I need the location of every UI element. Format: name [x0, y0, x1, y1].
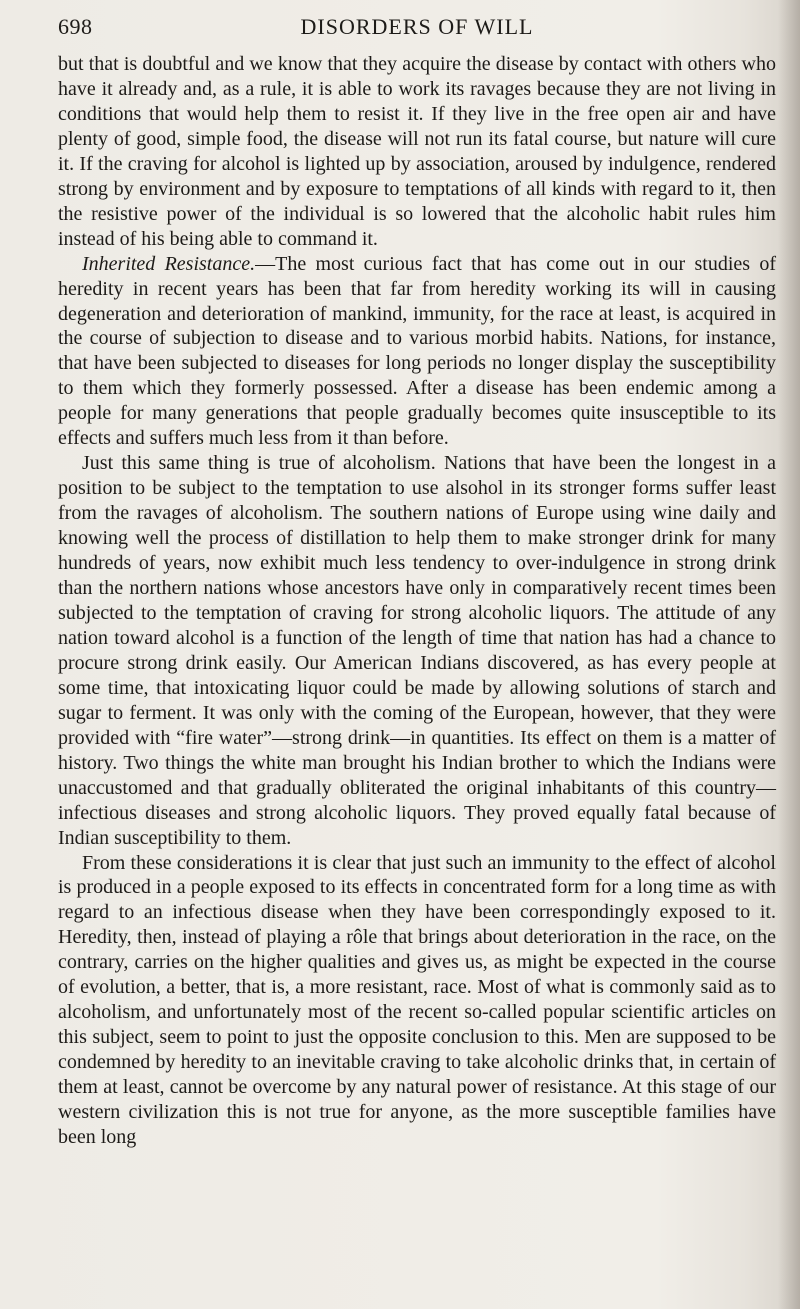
page-body — [58, 52, 776, 1150]
paragraph-text: but that is doubtful and we know that they acquire the disease by contact with others who have it already and, as a rule, it is able to work its ravages because they are not living in conditions that would help them to resist it. If they live in the free open air and have plenty of good, simple food, the disease will not run its fatal course, but nature will cure it. If the craving for alcohol is lighted up by association, aroused by indulgence, rendered strong by environment and by exposure to temptations of all kinds with regard to it, then the resistive power of the individual is so lowered that the alcoholic habit rules him instead of his being able to command it. — [58, 53, 776, 250]
paragraph-alcoholism — [58, 451, 776, 850]
page-header — [58, 14, 776, 48]
paragraph-considerations — [58, 851, 776, 1150]
paragraph-text: Just this same thing is true of alcoholism. Nations that have been the longest in a position to be subject to the temptation to use alsohol in its stronger forms suffer least from the ravages of alcoholism. The southern nations of Europe using wine daily and knowing well the process of distillation to help them to make stronger drink for many hundreds of years, now exhibit much less tendency to over-indulgence in strong drink than the northern nations whose ancestors have only in comparatively recent times been subjected to the temptation of craving for strong alcoholic liquors. The attitude of any nation toward alcohol is a function of the length of time that nation has had a chance to procure strong drink easily. Our American Indians discovered, as has every people at some time, that intoxicating liquor could be made by allowing solutions of starch and sugar to ferment. It was only with the coming of the European, however, that they were provided with “fire water”—strong drink—in quantities. Its effect on them is a matter of history. Two things the white man brought his Indian brother to which the Indians were unaccustomed and that gradually obliterated the original inhabitants of this country—infectious diseases and strong alcoholic liquors. They proved equally fatal because of Indian susceptibility to them. — [58, 452, 776, 849]
paragraph-inherited-resistance — [58, 252, 776, 452]
page-edge-shadow — [778, 0, 800, 1309]
running-title: DISORDERS OF WILL — [300, 14, 534, 39]
paragraph-text: —The most curious fact that has come out in our studies of heredity in recent years has been that far from heredity working its will in causing degeneration and deterioration of mankind, immunity, for the race at least, is acquired in the course of subjection to disease and to various morbid habits. Nations, for instance, that have been subjected to diseases for long periods no longer display the susceptibility to them which they formerly possessed. After a disease has been endemic among a people for many generations that people gradually becomes quite insusceptible to its effects and suffers much less from it than before. — [58, 252, 776, 450]
section-title: Inherited Resistance. — [82, 252, 256, 275]
page-number: 698 — [58, 14, 93, 39]
paragraph-continuation — [58, 52, 776, 252]
paragraph-text: From these considerations it is clear that just such an immunity to the effect of alcohol is produced in a people exposed to its effects in concentrated form for a long time as with regard to an infectious disease when they have been correspondingly exposed to it. Heredity, then, instead of playing a rôle that brings about deterioration in the race, on the contrary, carries on the higher qualities and gives us, as might be expected in the course of evolution, a better, that is, a more resistant, race. Most of what is commonly said as to alcoholism, and unfortunately most of the recent so-called popular scientific articles on this subject, seem to point to just the opposite conclusion to this. Men are supposed to be condemned by heredity to an inevitable craving to take alcoholic drinks that, in certain of them at least, cannot be overcome by any natural power of resistance. At this stage of our western civilization this is not true for anyone, as the more susceptible families have been long — [58, 851, 776, 1148]
